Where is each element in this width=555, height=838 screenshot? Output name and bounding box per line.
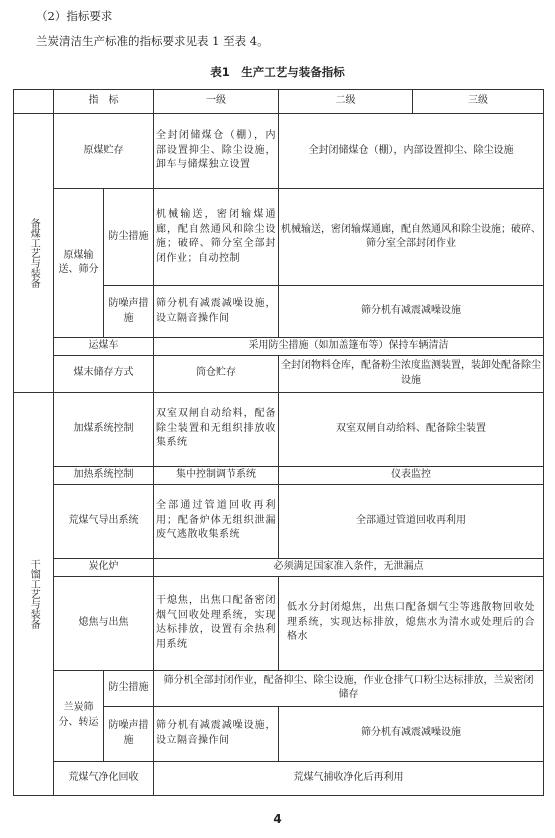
row-label: 原煤输送、筛分 (54, 189, 104, 338)
row-label: 荒煤气净化回收 (54, 761, 154, 795)
row-label: 运煤车 (54, 338, 154, 356)
level23-cell: 全封闭物料仓库，配备粉尘浓度监测装置，装卸处配备除尘设施 (279, 355, 544, 392)
value-cell: 必须满足国家准入条件，无泄漏点 (154, 558, 544, 576)
value-cell: 筛分机全部封闭作业，配备抑尘、除尘设施，作业仓排气口粉尘达标排放，兰炭密闭储存 (154, 670, 544, 706)
table-row (14, 338, 544, 356)
level1-cell: 全封闭储煤仓（棚），内部设置抑尘、除尘设施，卸车与储煤独立设置 (154, 114, 279, 189)
level23-cell: 筛分机有减震减噪设施 (279, 706, 544, 761)
level23-cell: 机械输送，密闭输煤通廊，配自然通风和除尘设施；破碎、筛分室全部封闭作业 (279, 189, 544, 286)
section-heading: （2）指标要求 (36, 9, 113, 23)
row-label: 熄焦与出焦 (54, 576, 154, 670)
intro-text: 兰炭清洁生产标准的指标要求见表 1 至表 4。 (36, 34, 269, 48)
table-row (14, 576, 544, 670)
table-row (14, 466, 544, 484)
table-row (14, 484, 544, 558)
row-label: 加热系统控制 (54, 466, 154, 484)
sub-label: 防尘措施 (104, 670, 154, 706)
level1-cell: 机械输送，密闭输煤通廊，配自然通风和除尘设施；破碎、筛分室全部封闭作业；自动控制 (154, 189, 279, 286)
sub-label: 防噪声措施 (104, 706, 154, 761)
group-label-prep: 备煤工艺与装备 (14, 114, 54, 393)
group-label-carbonization: 干馏工艺与装备 (14, 392, 54, 795)
table-row (14, 114, 544, 189)
table-row (14, 761, 544, 795)
table-row (14, 558, 544, 576)
level1-cell: 筛分机有减震减噪设施，设立隔音操作间 (154, 706, 279, 761)
row-label: 炭化炉 (54, 558, 154, 576)
level1-cell: 干熄焦，出焦口配备密闭烟气回收处理系统，实现达标排放，设置有余热利用系统 (154, 576, 279, 670)
header-level1: 一级 (154, 90, 279, 114)
row-label: 加煤系统控制 (54, 392, 154, 466)
level23-cell: 双室双闸自动给料、配备除尘装置 (279, 392, 544, 466)
row-label: 原煤贮存 (54, 114, 154, 189)
sub-label: 防尘措施 (104, 189, 154, 286)
header-level3: 三级 (413, 90, 544, 114)
sub-label: 防噪声措施 (104, 286, 154, 338)
level1-cell: 筛分机有减震减噪设施，设立隔音操作间 (154, 286, 279, 338)
value-cell: 荒煤气捕收净化后再利用 (154, 761, 544, 795)
level1-cell: 筒仓贮存 (154, 355, 279, 392)
row-label: 兰炭筛分、转运 (54, 670, 104, 761)
header-blank-cell (14, 90, 54, 114)
level1-cell: 全部通过管道回收再利用；配备炉体无组织泄漏废气逃散收集系统 (154, 484, 279, 558)
indicator-table (13, 89, 544, 796)
header-level2: 二级 (279, 90, 413, 114)
table-row (14, 189, 544, 286)
level23-cell: 全封闭储煤仓（棚），内部设置抑尘、除尘设施 (279, 114, 544, 189)
table-header-row (14, 90, 544, 114)
row-label: 荒煤气导出系统 (54, 484, 154, 558)
level1-cell: 双室双闸自动给料，配备除尘装置和无组织排放收集系统 (154, 392, 279, 466)
level23-cell: 低水分封闭熄焦，出焦口配备烟气尘等逃散物回收处理系统，实现达标排放，熄焦水为清水或处理后的合格水 (279, 576, 544, 670)
table-caption: 表1 生产工艺与装备指标 (210, 65, 345, 79)
header-indicator: 指 标 (54, 90, 154, 114)
page-number: 4 (273, 812, 282, 826)
row-label: 煤末储存方式 (54, 355, 154, 392)
table-row (14, 355, 544, 392)
level1-cell: 集中控制调节系统 (154, 466, 279, 484)
level23-cell: 筛分机有减震减噪设施 (279, 286, 544, 338)
level23-cell: 全部通过管道回收再利用 (279, 484, 544, 558)
table-row (14, 670, 544, 706)
table-row (14, 392, 544, 466)
value-cell: 采用防尘措施（如加盖篷布等）保持车辆清洁 (154, 338, 544, 356)
level23-cell: 仪表监控 (279, 466, 544, 484)
